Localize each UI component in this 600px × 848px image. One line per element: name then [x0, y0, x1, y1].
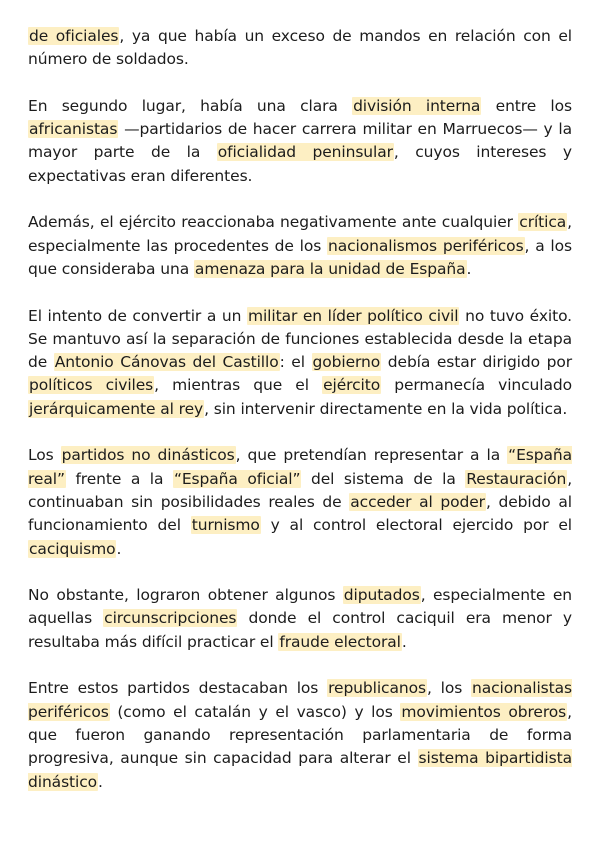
body-text: , a los que consideraba una: [28, 236, 572, 278]
body-text: , los: [426, 679, 472, 698]
highlighted-term: gobierno: [312, 353, 381, 372]
body-text: No obstante, lograron obtener algunos: [28, 586, 343, 605]
body-text: : el: [279, 353, 312, 372]
highlighted-term: nacionalistas periféricos: [28, 679, 573, 721]
body-text: no tuvo éxito. Se mantuvo así la separación de funciones establecida desde la etapa de: [28, 306, 573, 372]
body-text: donde el control caciquil era menor y resultaba más difícil practicar el: [28, 609, 572, 651]
highlighted-term: circunscripciones: [104, 609, 237, 628]
body-text: , que fueron ganando representación parlamentaria de forma progresiva, aunque sin capacidad para alterar el: [28, 702, 572, 768]
body-text: En segundo lugar, había una clara: [28, 96, 353, 115]
body-text: , especialmente las procedentes de los: [28, 213, 572, 255]
highlighted-term: acceder al poder: [350, 492, 485, 511]
highlighted-term: Antonio Cánovas del Castillo: [54, 353, 279, 372]
highlighted-term: republicanos: [328, 679, 426, 698]
body-text: entre los: [481, 96, 572, 115]
highlighted-term: turnismo: [191, 516, 260, 535]
body-text: debía estar dirigido por: [381, 353, 573, 372]
highlighted-term: oficialidad peninsular: [217, 143, 393, 162]
highlighted-term: Restauración: [466, 469, 567, 488]
highlighted-term: crítica: [519, 213, 567, 232]
paragraph: [28, 584, 572, 654]
highlighted-term: políticos civiles: [29, 376, 154, 395]
paragraph: [28, 444, 572, 560]
body-text: —partidarios de hacer carrera militar en Marruecos— y la mayor parte de la: [28, 120, 572, 162]
body-text: Entre estos partidos destacaban los: [28, 679, 328, 698]
highlighted-term: “España real”: [28, 446, 573, 488]
highlighted-term: “España oficial”: [173, 469, 301, 488]
highlighted-term: partidos no dinásticos: [61, 446, 235, 465]
body-text: .: [401, 632, 407, 651]
body-text: frente a la: [65, 469, 173, 488]
body-text: .: [466, 259, 472, 278]
body-text: , ya que había un exceso de mandos en relación con el número de soldados.: [28, 27, 573, 69]
body-text: del sistema de la: [301, 469, 466, 488]
highlighted-term: diputados: [343, 586, 420, 605]
highlighted-term: ejército: [323, 376, 381, 395]
highlighted-term: división interna: [353, 96, 481, 115]
paragraph: [28, 305, 572, 421]
body-text: .: [98, 772, 103, 791]
highlighted-term: sistema bipartidista dinástico: [28, 749, 572, 791]
document-page: [28, 25, 572, 817]
body-text: , debido al funcionamiento del: [28, 492, 572, 535]
highlighted-term: movimientos obreros: [401, 702, 567, 721]
paragraph: [28, 95, 572, 188]
paragraph: [28, 25, 572, 72]
body-text: .: [116, 539, 122, 558]
highlighted-term: jerárquicamente al rey: [29, 399, 204, 418]
body-text: Además, el ejército reaccionaba negativamente ante cualquier: [28, 213, 519, 232]
body-text: , mientras que el: [154, 376, 323, 395]
body-text: , especialmente en aquellas: [28, 586, 572, 628]
paragraph: [28, 677, 572, 793]
paragraph: [28, 211, 572, 281]
body-text: , que pretendían representar a la: [235, 446, 508, 465]
body-text: , cuyos intereses y expectativas eran diferentes.: [28, 143, 572, 185]
highlighted-term: fraude electoral: [279, 632, 401, 651]
highlighted-term: de oficiales: [29, 27, 119, 45]
highlighted-term: amenaza para la unidad de España: [194, 259, 466, 278]
highlighted-term: nacionalismos periféricos: [328, 236, 524, 255]
body-text: (como el catalán y el vasco) y los: [109, 702, 401, 721]
highlighted-term: africanistas: [29, 120, 118, 139]
body-text: El intento de convertir a un: [28, 306, 247, 325]
highlighted-term: caciquismo: [29, 539, 116, 558]
body-text: y al control electoral ejercido por el: [260, 516, 573, 535]
highlighted-term: militar en líder político civil: [247, 306, 459, 325]
body-text: , continuaban sin posibilidades reales de: [28, 469, 573, 511]
body-text: , sin intervenir directamente en la vida política.: [204, 399, 568, 418]
body-text: permanecía vinculado: [381, 376, 573, 395]
body-text: Los: [28, 446, 61, 465]
